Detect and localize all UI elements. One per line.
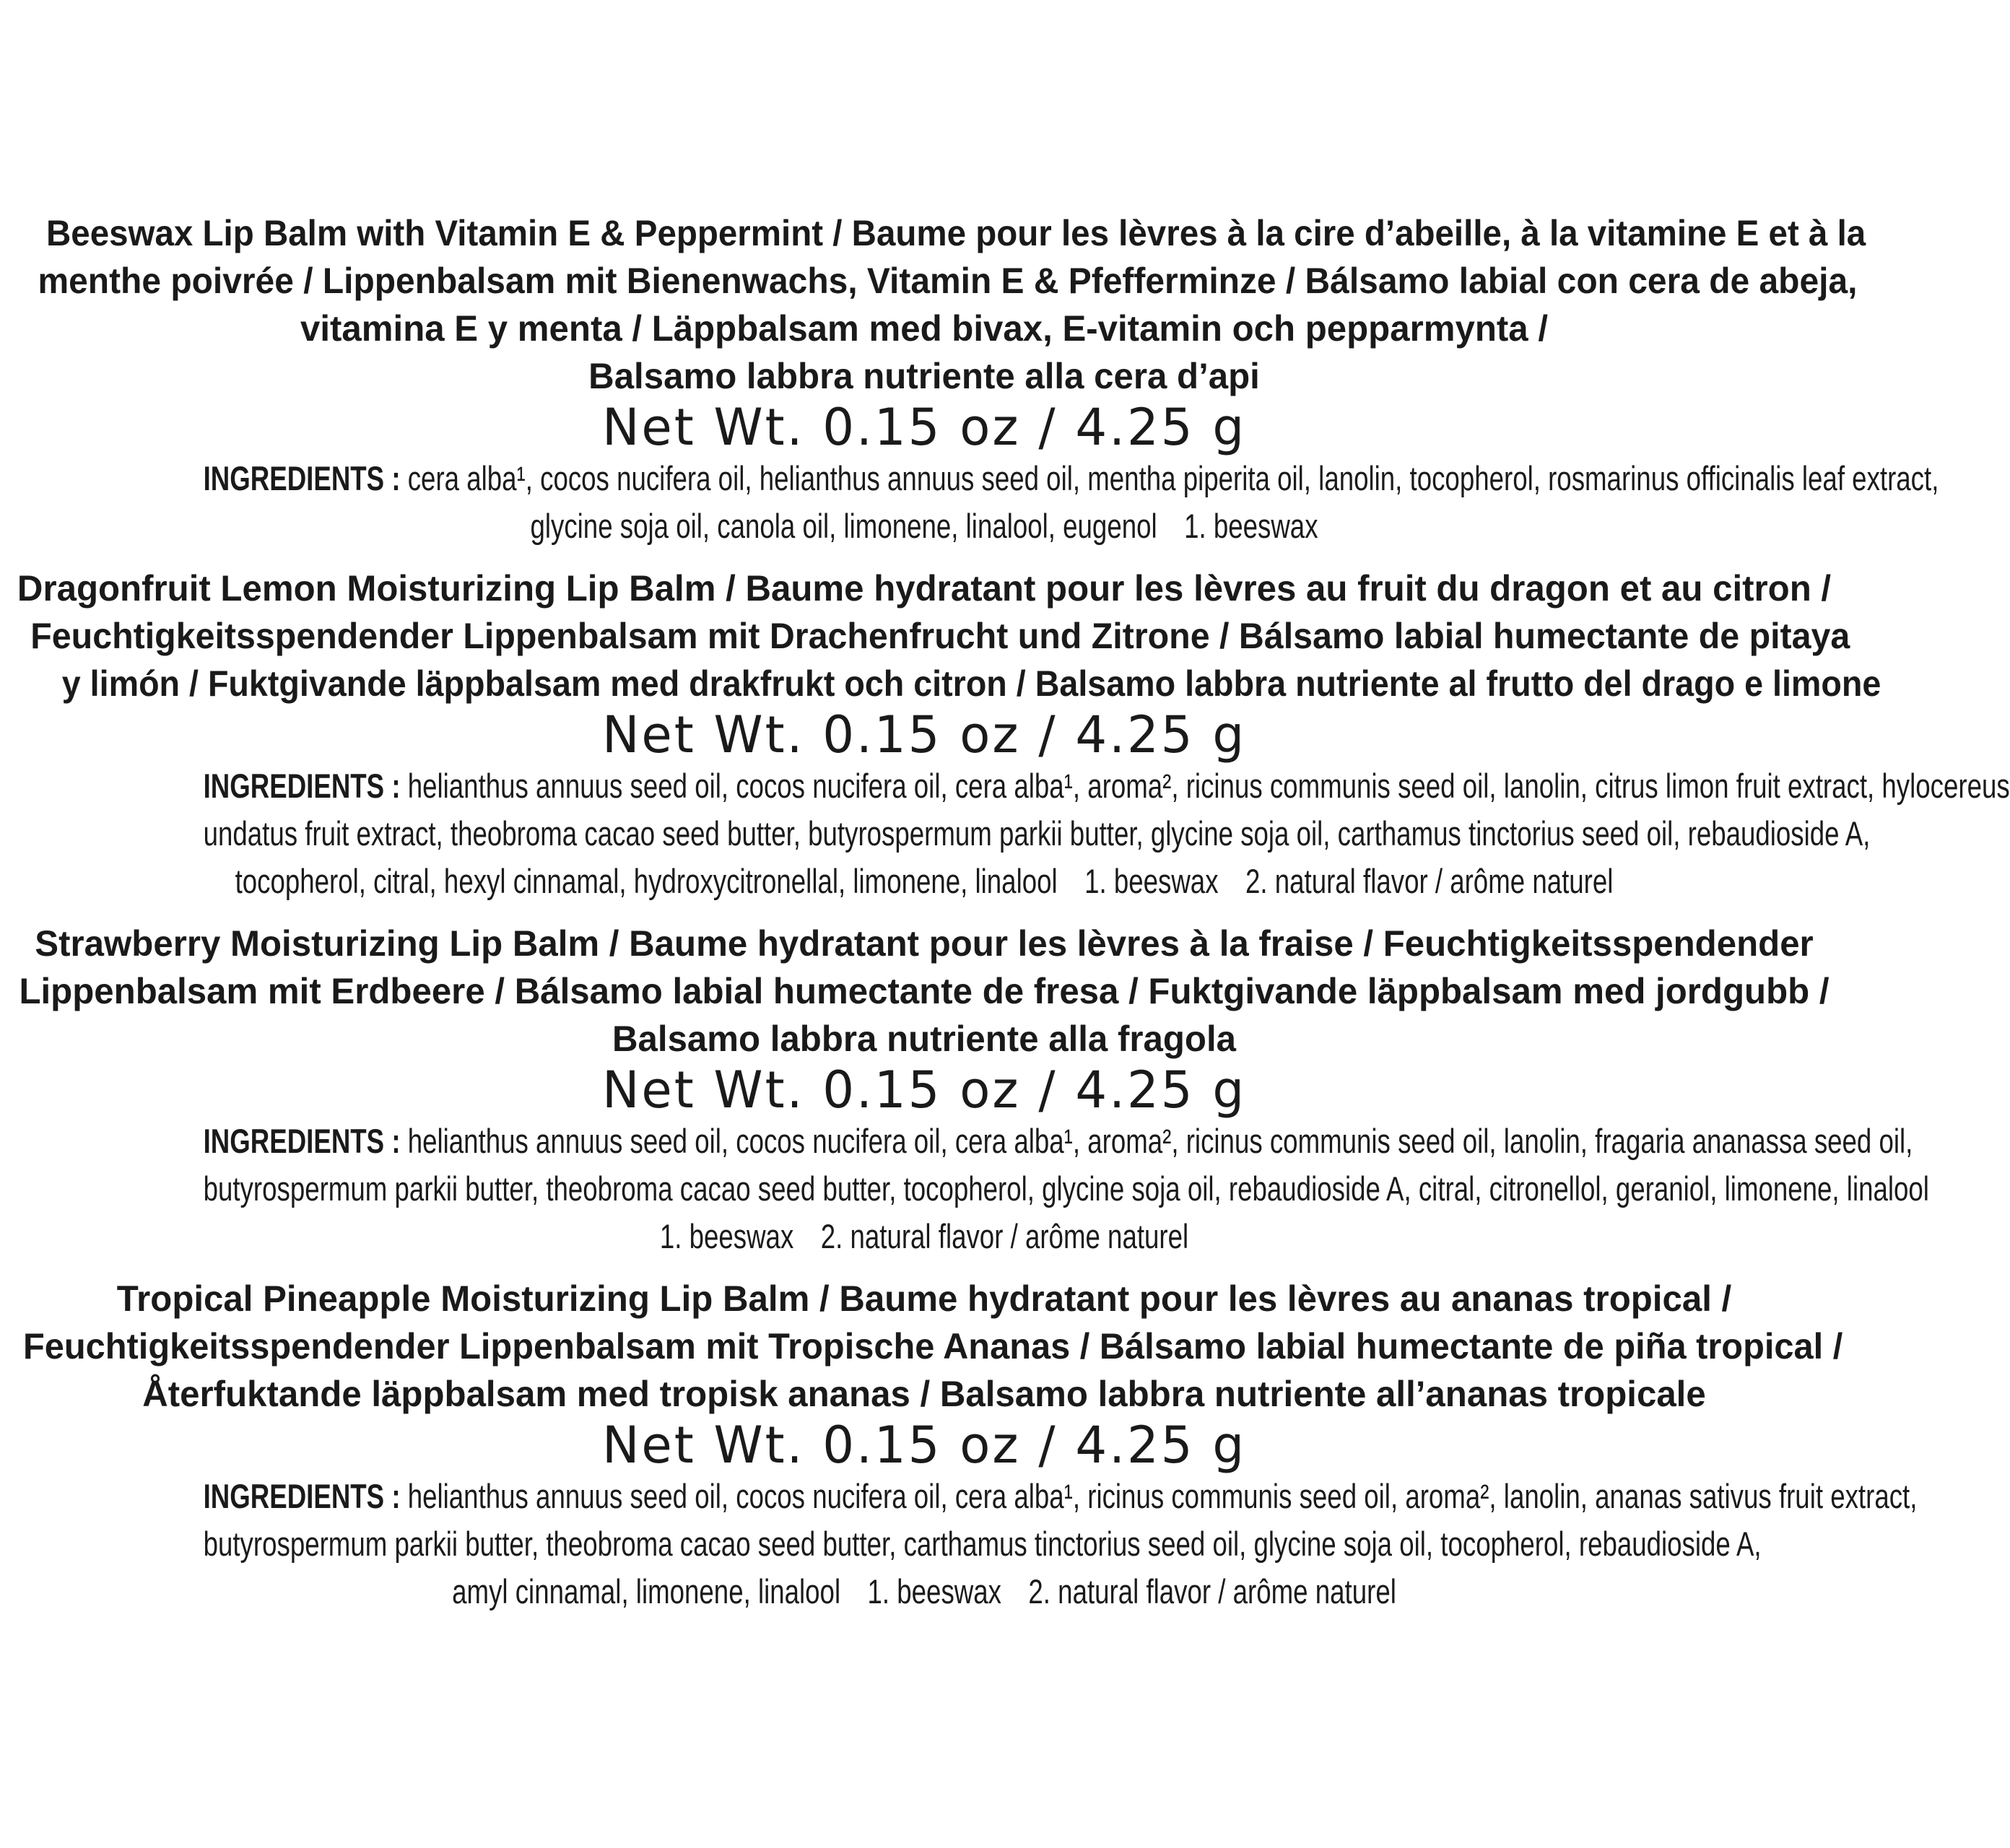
product-block-tropical-pineapple bbox=[0, 1275, 1918, 1616]
product-title-line: Beeswax Lip Balm with Vitamin E & Peppermint / Baume pour les lèvres à la cire d’abeille, à la vitamine E et à la bbox=[46, 213, 1866, 253]
footnote: 1. beeswax bbox=[867, 1572, 1001, 1611]
product-block-strawberry bbox=[0, 920, 1929, 1260]
ingredients-text: butyrospermum parkii butter, theobroma cacao seed butter, carthamus tinctorius seed oil, glycine soja oil, tocopherol, rebaudioside A, bbox=[203, 1525, 1762, 1563]
ingredients-label: INGREDIENTS : bbox=[203, 767, 401, 805]
product-title-line: Återfuktande läppbalsam med tropisk ananas / Balsamo labbra nutriente all’ananas tropicale bbox=[142, 1374, 1706, 1414]
product-title-line: Balsamo labbra nutriente alla fragola bbox=[612, 1019, 1236, 1059]
footnote: 1. beeswax bbox=[659, 1217, 794, 1255]
footnote: 2. natural flavor / arôme naturel bbox=[1245, 862, 1614, 900]
ingredients-text: glycine soja oil, canola oil, limonene, linalool, eugenol bbox=[530, 507, 1157, 545]
ingredients-text: tocopherol, citral, hexyl cinnamal, hydroxycitronellal, limonene, linalool bbox=[235, 862, 1058, 900]
footnote: 2. natural flavor / arôme naturel bbox=[820, 1217, 1189, 1255]
label-sheet bbox=[0, 209, 2010, 1616]
ingredients-line bbox=[203, 810, 1871, 858]
product-title-line: menthe poivrée / Lippenbalsam mit Bienenwachs, Vitamin E & Pfefferminze / Bálsamo labial con cera de abeja, bbox=[38, 261, 1858, 301]
ingredients-label: INGREDIENTS : bbox=[203, 1122, 401, 1160]
ingredients-text: cera alba¹, cocos nucifera oil, helianthus annuus seed oil, mentha piperita oil, lanolin, tocopherol, rosmarinus officinalis leaf extract, bbox=[407, 459, 1939, 497]
ingredients-text: helianthus annuus seed oil, cocos nucifera oil, cera alba¹, aroma², ricinus communis seed oil, lanolin, fragaria ananassa seed oil, bbox=[407, 1122, 1913, 1160]
ingredients-text: butyrospermum parkii butter, theobroma cacao seed butter, tocopherol, glycine soja oil, rebaudioside A, citral, citronellol, geraniol, limonene, linalool bbox=[203, 1169, 1929, 1208]
ingredients-text: undatus fruit extract, theobroma cacao seed butter, butyrospermum parkii butter, glycine soja oil, carthamus tinctorius seed oil, rebaudioside A, bbox=[203, 814, 1871, 853]
ingredients-label: INGREDIENTS : bbox=[203, 459, 401, 497]
net-weight: Net Wt. 0.15 oz / 4.25 g bbox=[601, 705, 1247, 764]
footnote: 1. beeswax bbox=[1184, 507, 1318, 545]
ingredients-line bbox=[203, 1520, 1762, 1568]
ingredients-line bbox=[204, 858, 1645, 905]
ingredients-line bbox=[203, 455, 1939, 502]
footnote: 1. beeswax bbox=[1084, 862, 1219, 900]
product-block-dragonfruit-lemon bbox=[0, 565, 2010, 905]
product-title-line: y limón / Fuktgivande läppbalsam med drakfrukt och citron / Balsamo labbra nutriente al frutto del drago e limone bbox=[61, 663, 1881, 704]
product-title-line: Feuchtigkeitsspendender Lippenbalsam mit Drachenfrucht und Zitrone / Bálsamo labial humectante de pitaya bbox=[30, 616, 1850, 656]
ingredients-line bbox=[203, 1165, 1929, 1213]
ingredients-line bbox=[204, 502, 1645, 550]
ingredients-label: INGREDIENTS : bbox=[203, 1477, 401, 1515]
ingredients-text: helianthus annuus seed oil, cocos nucifera oil, cera alba¹, aroma², ricinus communis seed oil, lanolin, citrus limon fruit extract, hylocereus bbox=[407, 767, 2010, 805]
product-title-line: vitamina E y menta / Läppbalsam med bivax, E-vitamin och pepparmynta / bbox=[300, 308, 1548, 349]
ingredients-line bbox=[203, 1473, 1918, 1520]
net-weight: Net Wt. 0.15 oz / 4.25 g bbox=[601, 398, 1247, 457]
product-title-line: Lippenbalsam mit Erdbeere / Bálsamo labial humectante de fresa / Fuktgivande läppbalsam med jordgubb / bbox=[19, 971, 1830, 1011]
ingredients-line bbox=[204, 1213, 1645, 1260]
ingredients-line bbox=[203, 762, 2010, 810]
ingredients-line bbox=[204, 1568, 1645, 1616]
product-title-line: Strawberry Moisturizing Lip Balm / Baume hydratant pour les lèvres à la fraise / Feuchtigkeitsspendender bbox=[35, 923, 1814, 964]
product-block-beeswax bbox=[0, 209, 1939, 550]
footnote: 2. natural flavor / arôme naturel bbox=[1028, 1572, 1396, 1611]
product-title-line: Balsamo labbra nutriente alla cera d’api bbox=[588, 356, 1260, 396]
product-title-line: Dragonfruit Lemon Moisturizing Lip Balm / Baume hydratant pour les lèvres au fruit du dragon et au citron / bbox=[17, 568, 1832, 609]
net-weight: Net Wt. 0.15 oz / 4.25 g bbox=[601, 1060, 1247, 1120]
ingredients-text: amyl cinnamal, limonene, linalool bbox=[452, 1572, 841, 1611]
product-title-line: Feuchtigkeitsspendender Lippenbalsam mit Tropische Ananas / Bálsamo labial humectante de piña tropical / bbox=[23, 1326, 1843, 1367]
net-weight: Net Wt. 0.15 oz / 4.25 g bbox=[601, 1416, 1247, 1475]
product-title-line: Tropical Pineapple Moisturizing Lip Balm / Baume hydratant pour les lèvres au ananas tropical / bbox=[116, 1278, 1732, 1319]
ingredients-text: helianthus annuus seed oil, cocos nucifera oil, cera alba¹, ricinus communis seed oil, aroma², lanolin, ananas sativus fruit extract, bbox=[407, 1477, 1918, 1515]
ingredients-line bbox=[203, 1117, 1913, 1165]
